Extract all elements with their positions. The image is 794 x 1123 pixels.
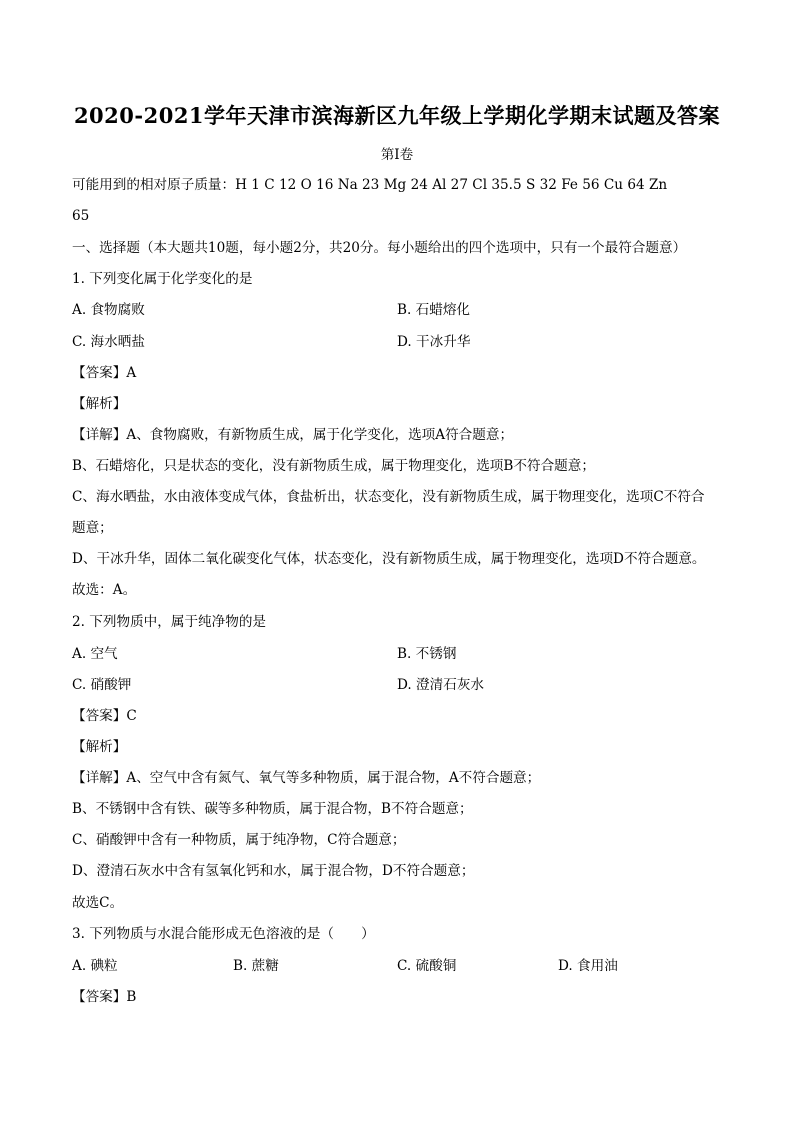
q3-option-b: B. 蔗糖 [233,958,279,974]
q1-detail-line: B、石蜡熔化，只是状态的变化，没有新物质生成，属于物理变化，选项B不符合题意； [72,458,595,474]
answer-value: C [126,708,137,724]
question-3-stem: 3. 下列物质与水混合能形成无色溶液的是（ ） [72,926,375,942]
q2-answer [72,706,137,726]
question-2-stem: 2. 下列物质中，属于纯净物的是 [72,614,267,630]
section-label: 第I卷 [380,147,414,163]
q1-detail-line: D、干冰升华，固体二氧化碳变化气体，状态变化，没有新物质生成，属于物理变化，选项D不符合题意。 [72,551,706,567]
q1-analysis-tag: 【解析】 [72,396,127,412]
q3-option-d: D. 食用油 [558,958,618,974]
q1-detail-line: 故选：A。 [72,582,137,598]
q1-option-c: C. 海水晒盐 [72,334,145,350]
atomic-mass-line-2: 65 [72,208,90,224]
q1-answer [72,363,136,383]
q2-detail-line: D、澄清石灰水中含有氢氧化钙和水，属于混合物，D不符合题意； [72,863,475,879]
q2-detail-line: B、不锈钢中含有铁、碳等多种物质，属于混合物，B不符合题意； [72,801,473,817]
answer-tag: 【答案】 [72,365,127,381]
q1-detail-line: 题意； [72,520,113,536]
question-1-stem: 1. 下列变化属于化学变化的是 [72,271,253,287]
document-title: 2020-2021学年天津市滨海新区九年级上学期化学期末试题及答案 [73,103,721,128]
atomic-mass-line-1: 可能用到的相对原子质量：H 1 C 12 O 16 Na 23 Mg 24 Al 27 Cl 35.5 S 32 Fe 56 Cu 64 Zn [72,177,668,193]
answer-value: A [126,365,137,381]
q2-detail-line: C、硝酸钾中含有一种物质，属于纯净物，C符合题意； [72,832,406,848]
answer-tag: 【答案】 [72,708,127,724]
q2-option-d: D. 澄清石灰水 [397,677,485,693]
q1-option-a: A. 食物腐败 [72,302,145,318]
q1-detail-line: 【详解】A、食物腐败，有新物质生成，属于化学变化，选项A符合题意； [72,427,514,443]
q1-option-b: B. 石蜡熔化 [397,302,471,318]
q2-detail-line: 故选C。 [72,895,124,911]
q3-option-a: A. 碘粒 [72,958,118,974]
q1-detail-line: C、海水晒盐，水由液体变成气体，食盐析出，状态变化，没有新物质生成，属于物理变化，选项C不符合 [72,489,705,505]
q2-analysis-tag: 【解析】 [72,739,127,755]
answer-tag: 【答案】 [72,989,127,1005]
q2-option-a: A. 空气 [72,646,118,662]
q2-detail-line: 【详解】A、空气中含有氮气、氧气等多种物质，属于混合物，A不符合题意； [72,770,541,786]
q1-option-d: D. 干冰升华 [397,334,471,350]
part-heading: 一、选择题（本大题共10题，每小题2分，共20分。每小题给出的四个选项中，只有一个最符合题意） [72,240,687,256]
q2-option-b: B. 不锈钢 [397,646,457,662]
q3-answer [72,987,136,1007]
q3-option-c: C. 硫酸铜 [397,958,457,974]
q2-option-c: C. 硝酸钾 [72,677,132,693]
answer-value: B [126,989,137,1005]
